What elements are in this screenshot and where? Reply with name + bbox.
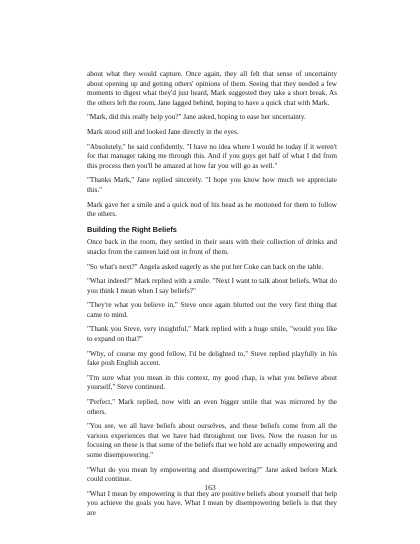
paragraph: "Why, of course my good fellow, I'd be delighted to," Steve replied playfully in his fake posh English accent. bbox=[87, 349, 337, 368]
paragraph: "Thank you Steve, very insightful," Mark replied with a huge smile, "would you like to expand on that?" bbox=[87, 325, 337, 344]
paragraph: "Perfect," Mark replied, now with an even bigger smile that was mirrored by the others. bbox=[87, 398, 337, 416]
paragraph: about what they would capture. Once again, they all felt that sense of uncertainty about opening up and getting others' opinions of them. Seeing that they needed a few moments to digest what they'd just heard, Mark suggested they take a short break. As the others left the room, Jane lagged behind, hoping to have a quick chat with Mark. bbox=[87, 70, 337, 107]
paragraph: "They're what you believe in," Steve once again blurted out the very first thing that came to mind. bbox=[87, 301, 337, 319]
section-heading: Building the Right Beliefs bbox=[87, 224, 177, 234]
page-body bbox=[87, 70, 337, 524]
paragraph: "You see, we all have beliefs about ourselves, and these beliefs come from all the various experiences that we have had throughout our lives. Now the reason for us focusing on these is that some of the beliefs that we hold are actually empowering and some disempowering." bbox=[87, 422, 337, 459]
paragraph: "Thanks Mark," Jane replied sincerely. "I hope you know how much we appreciate this." bbox=[87, 176, 337, 194]
paragraph: Once back in the room, they settled in their seats with their collection of drinks and snacks from the canteen laid out in front of them. bbox=[87, 238, 337, 256]
paragraph: Mark gave her a smile and a quick nod of his head as he motioned for them to follow the others. bbox=[87, 200, 337, 219]
paragraph: Mark stood still and looked Jane directly in the eyes. bbox=[87, 127, 239, 136]
paragraph: "What indeed?" Mark replied with a smile. "Next I want to talk about beliefs. What do you think I mean when I say beliefs?" bbox=[87, 277, 337, 295]
paragraph: "What I mean by empowering is that they are positive beliefs about yourself that help you achieve the goals you have. What I mean by disempowering beliefs is that they are bbox=[87, 489, 337, 517]
paragraph: "What do you mean by empowering and disempowering?" Jane asked before Mark could continue. bbox=[87, 465, 337, 484]
page-number: 163 bbox=[204, 483, 216, 492]
paragraph: "Mark, did this really help you?" Jane asked, hoping to ease her uncertainty. bbox=[87, 113, 306, 122]
paragraph: "So what's next?" Angela asked eagerly as she put her Coke can back on the table. bbox=[87, 262, 324, 271]
paragraph: "Absolutely," he said confidently. "I have no idea where I would be today if it weren't for that manager taking me through this. And if you guys get half of what I did from this process then you'll be amazed at how far you will go as well." bbox=[87, 142, 337, 170]
paragraph: "I'm sure what you mean in this context, my good chap, is what you believe about yourself," Steve continued. bbox=[87, 373, 337, 392]
